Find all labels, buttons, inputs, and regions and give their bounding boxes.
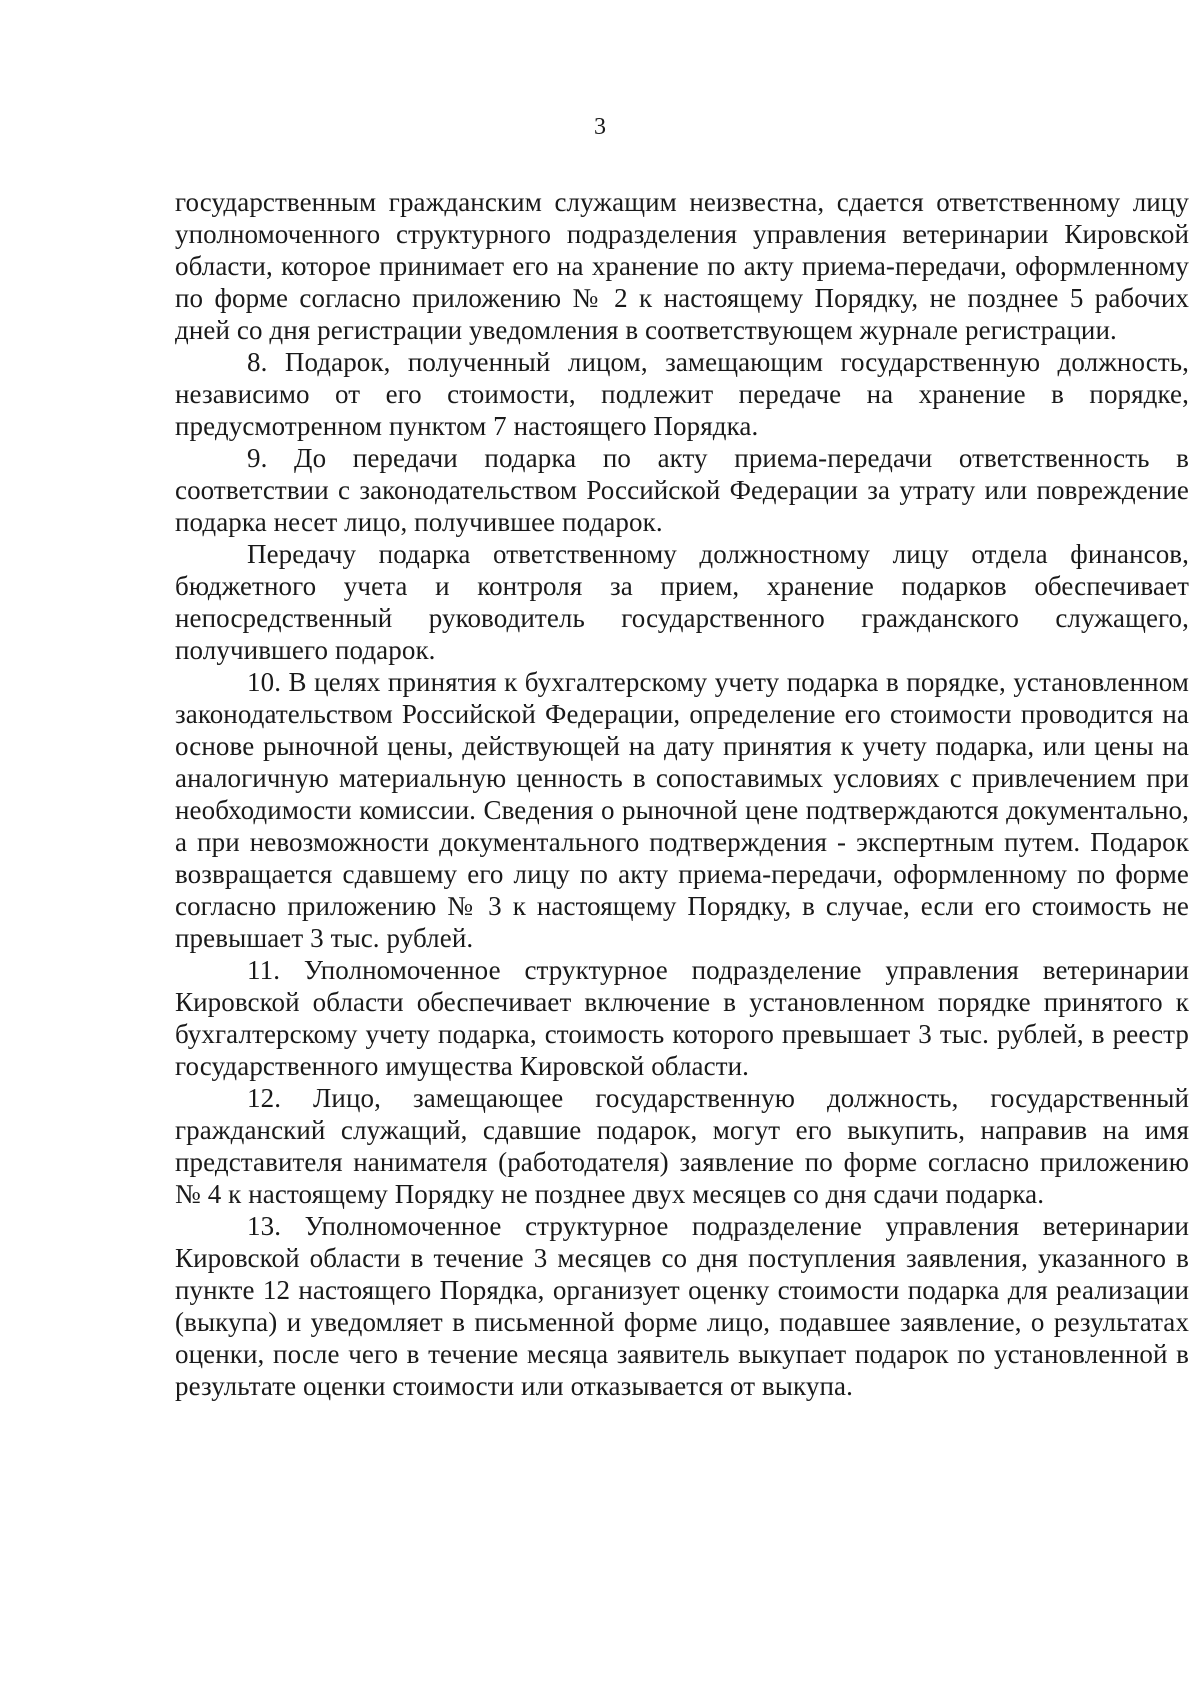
paragraph-item-9-continued: Передачу подарка ответственному должностному лицу отдела финансов, бюджетного учета и контроля за прием, хранение подарков обеспечивает непосредственный руководитель государственного гражданского служащего, получившего подарок. — [175, 539, 1189, 665]
paragraph-continuation: государственным гражданским служащим неизвестна, сдается ответственному лицу уполномоченного структурного подразделения управления ветеринарии Кировской области, которое принимает его на хранение по акту приема-передачи, оформленному по форме согласно приложению № 2 к настоящему Порядку, не позднее 5 рабочих дней со дня регистрации уведомления в соответствующем журнале регистрации. — [175, 187, 1189, 345]
paragraph-item-13: 13. Уполномоченное структурное подразделение управления ветеринарии Кировской области в течение 3 месяцев со дня поступления заявления, указанного в пункте 12 настоящего Порядка, организует оценку стоимости подарка для реализации (выкупа) и уведомляет в письменной форме лицо, подавшее заявление, о результатах оценки, после чего в течение месяца заявитель выкупает подарок по установленной в результате оценки стоимости или отказывается от выкупа. — [175, 1211, 1189, 1401]
paragraph-item-10: 10. В целях принятия к бухгалтерскому учету подарка в порядке, установленном законодательством Российской Федерации, определение его стоимости проводится на основе рыночной цены, действующей на дату принятия к учету подарка, или цены на аналогичную материальную ценность в сопоставимых условиях с привлечением при необходимости комиссии. Сведения о рыночной цене подтверждаются документально, а при невозможности документального подтверждения - экспертным путем. Подарок возвращается сдавшему его лицу по акту приема-передачи, оформленному по форме согласно приложению № 3 к настоящему Порядку, в случае, если его стоимость не превышает 3 тыс. рублей. — [175, 667, 1189, 953]
paragraph-item-12: 12. Лицо, замещающее государственную должность, государственный гражданский служащий, сдавшие подарок, могут его выкупить, направив на имя представителя нанимателя (работодателя) заявление по форме согласно приложению № 4 к настоящему Порядку не позднее двух месяцев со дня сдачи подарка. — [175, 1083, 1189, 1209]
paragraph-item-9: 9. До передачи подарка по акту приема-передачи ответственность в соответствии с законодательством Российской Федерации за утрату или повреждение подарка несет лицо, получившее подарок. — [175, 443, 1189, 537]
paragraph-item-11: 11. Уполномоченное структурное подразделение управления ветеринарии Кировской области обеспечивает включение в установленном порядке принятого к бухгалтерскому учету подарка, стоимость которого превышает 3 тыс. рублей, в реестр государственного имущества Кировской области. — [175, 955, 1189, 1081]
page-number: 3 — [594, 114, 606, 140]
document-body — [175, 186, 1189, 1402]
paragraph-item-8: 8. Подарок, полученный лицом, замещающим государственную должность, независимо от его стоимости, подлежит передаче на хранение в порядке, предусмотренном пунктом 7 настоящего Порядка. — [175, 347, 1189, 441]
